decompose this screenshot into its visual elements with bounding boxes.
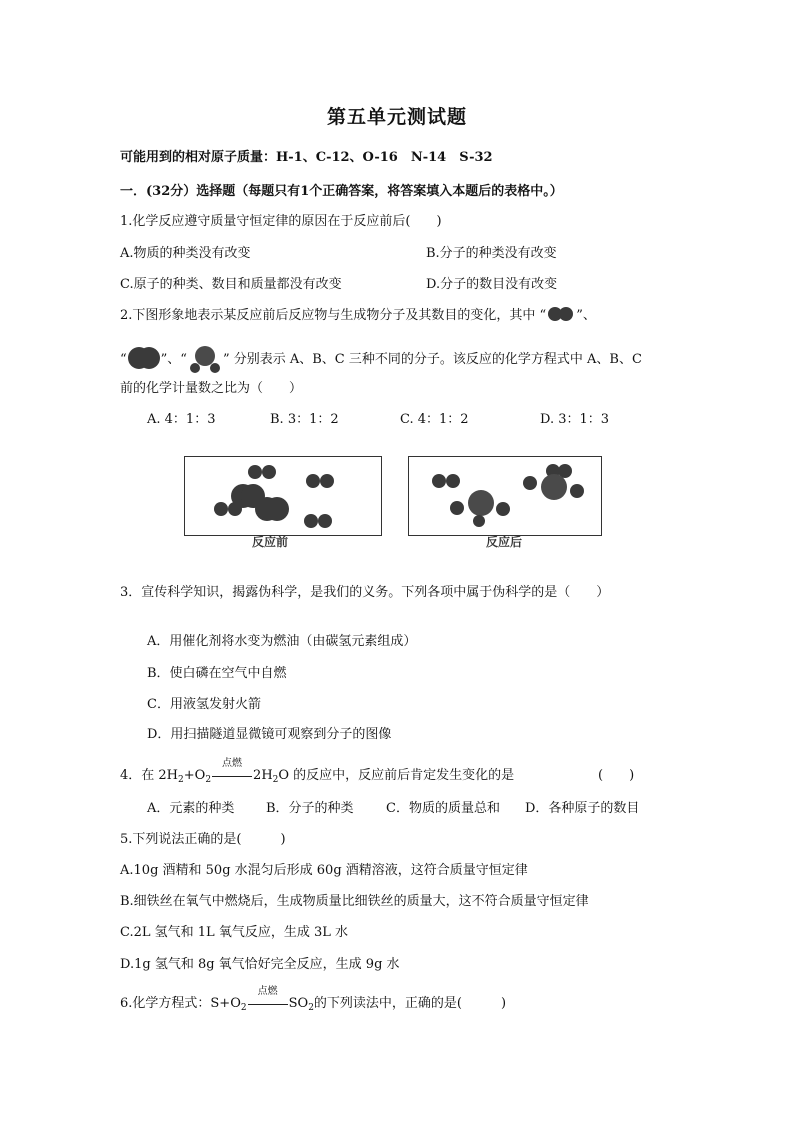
- q4-suffix: O 的反应中，反应前后肯定发生变化的是: [278, 768, 515, 783]
- after-molecule-c-2: [523, 474, 584, 500]
- q3-option-b: B．使白磷在空气中自燃: [147, 666, 287, 681]
- molecule-b-icon: [127, 345, 161, 371]
- q6-stem: [120, 985, 507, 1013]
- diagram-before-panel: [184, 456, 382, 536]
- q1-option-d: D.分子的数目没有改变: [426, 277, 558, 292]
- molecule-c-icon: [187, 345, 223, 375]
- q2-line2-rest: ” 分别表示 A、B、C 三种不同的分子。该反应的化学方程式中 A、B、C: [222, 352, 642, 367]
- before-molecule-a-2: [306, 474, 334, 488]
- q4-paren: ( ): [598, 768, 635, 783]
- q5-option-c: C.2L 氢气和 1L 氧气反应，生成 3L 水: [120, 925, 348, 940]
- q4-option-d: D．各种原子的数目: [525, 801, 640, 816]
- q5-option-b: B.细铁丝在氧气中燃烧后，生成物质量比细铁丝的质量大，这不符合质量守恒定律: [120, 894, 589, 909]
- q6-sub-2: 2: [308, 1003, 314, 1013]
- q1-option-b: B.分子的种类没有改变: [426, 246, 557, 261]
- section-heading: 一．(32分）选择题（每题只有1个正确答案，将答案填入本题后的表格中。）: [120, 184, 563, 199]
- q4-mid1: +O: [183, 768, 206, 783]
- q4-mid2: 2H: [253, 768, 273, 783]
- q4-stem: [120, 757, 515, 785]
- before-molecule-a-4: [304, 514, 332, 528]
- diagram-before-molecules: [185, 457, 381, 535]
- after-molecule-a-1: [432, 474, 460, 488]
- q4-prefix: 4．在 2H: [120, 768, 179, 783]
- after-molecule-c-1: [450, 490, 510, 527]
- q4-sub-2: 2: [205, 775, 212, 785]
- q4-condition: 点燃: [222, 757, 243, 769]
- diagram-before-label: 反应前: [252, 535, 289, 549]
- diagram-after-label: 反应后: [486, 535, 523, 549]
- q1-stem: 1.化学反应遵守质量守恒定律的原因在于反应前后( ): [120, 214, 442, 229]
- diagram-after-molecules: [409, 457, 601, 535]
- q2-line2: [120, 345, 642, 375]
- q3-option-d: D．用扫描隧道显微镜可观察到分子的图像: [147, 727, 392, 742]
- q4-sub-3: 2: [272, 775, 279, 785]
- q4-option-b: B．分子的种类: [266, 801, 354, 816]
- molecule-a-icon: [546, 306, 576, 322]
- q4-option-c: C．物质的质量总和: [386, 801, 500, 816]
- q2-line1-end: ”、: [576, 308, 596, 323]
- q4-sub-1: 2: [178, 775, 184, 785]
- q1-option-a: A.物质的种类没有改变: [120, 246, 251, 261]
- page-title: 第五单元测试题: [326, 106, 467, 128]
- q2-option-c: C. 4：1：2: [400, 412, 469, 427]
- q6-prefix: 6.化学方程式：S+O: [120, 996, 241, 1011]
- q2-line3: 前的化学计量数之比为（ ）: [120, 381, 303, 396]
- q3-option-a: A．用催化剂将水变为燃油（由碳氢元素组成）: [147, 634, 417, 649]
- q4-option-a: A．元素的种类: [147, 801, 235, 816]
- q2-option-a: A. 4：1：3: [147, 412, 216, 427]
- atomic-masses: 可能用到的相对原子质量：H-1、C-12、O-16 N-14 S-32: [120, 150, 493, 165]
- q6-sub-1: 2: [240, 1003, 247, 1013]
- before-molecule-a-1: [248, 465, 276, 479]
- q6-condition: 点燃: [257, 985, 278, 997]
- q2-line2-mid: ”、“: [160, 352, 187, 367]
- q6-reaction-arrow: [248, 985, 288, 1009]
- before-molecule-b-2: [255, 497, 289, 521]
- q5-option-a: A.10g 酒精和 50g 水混匀后形成 60g 酒精溶液，这符合质量守恒定律: [120, 863, 528, 878]
- q2-line1-text: 2.下图形象地表示某反应前后反应物与生成物分子及其数目的变化，其中 “: [120, 308, 547, 323]
- q5-stem: 5.下列说法正确的是( ): [120, 832, 286, 847]
- q2-option-d: D. 3：1：3: [540, 412, 610, 427]
- q2-line2-quote: “: [120, 352, 127, 367]
- q5-option-d: D.1g 氢气和 8g 氧气恰好完全反应，生成 9g 水: [120, 957, 400, 972]
- diagram-after-panel: [408, 456, 602, 536]
- q3-option-c: C．用液氢发射火箭: [147, 697, 261, 712]
- q3-stem: 3．宣传科学知识，揭露伪科学，是我们的义务。下列各项中属于伪科学的是（ ）: [120, 585, 610, 600]
- q4-reaction-arrow: [212, 757, 252, 781]
- q2-line1: [120, 304, 596, 323]
- q2-option-b: B. 3：1：2: [270, 412, 339, 427]
- q6-mid: SO: [288, 996, 309, 1011]
- q6-suffix: 的下列读法中，正确的是( ): [313, 996, 507, 1011]
- q1-option-c: C.原子的种类、数目和质量都没有改变: [120, 277, 342, 292]
